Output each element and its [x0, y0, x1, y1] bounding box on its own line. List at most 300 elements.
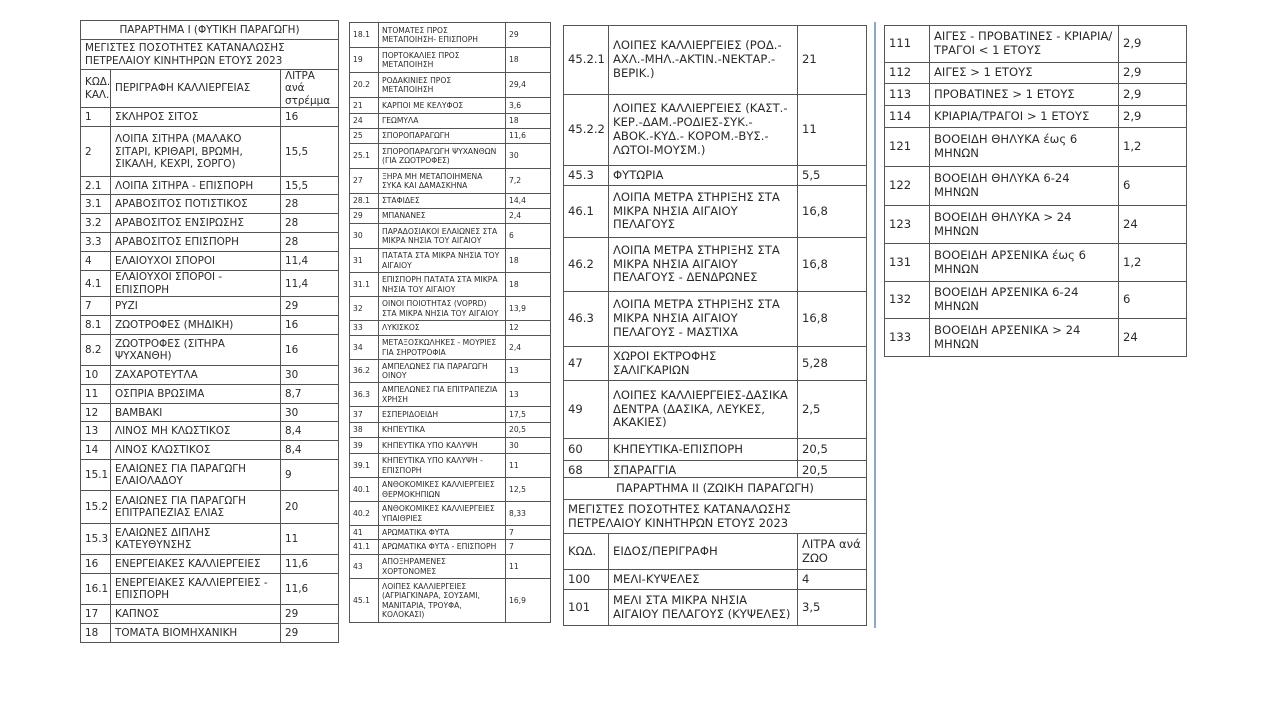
table-row: [350, 423, 551, 438]
row-code: 34: [350, 336, 379, 360]
row-description: ΣΠΟΡΟΠΑΡΑΓΩΓΗ ΨΥΧΑΝΘΩΝ (ΓΙΑ ΖΩΟΤΡΟΦΕΣ): [379, 144, 506, 169]
row-description: ΛΟΙΠΕΣ ΚΑΛΛΙΕΡΓΕΙΕΣ (ΡΟΔ.-ΑΧΛ.-ΜΗΛ.-ΑΚΤΙΝ.-ΝΕΚΤΑΡ.-ΒΕΡΙΚ.): [609, 26, 798, 95]
table-row: [885, 206, 1187, 244]
table-row: [564, 590, 867, 626]
row-description: ΛΟΙΠΕΣ ΚΑΛΛΙΕΡΓΕΙΕΣ (ΚΑΣΤ.-ΚΕΡ.-ΔΑΜ.-ΡΟΔΙΕΣ-ΣΥΚ.-ΑΒΟΚ.-ΚΥΔ.- ΚΟΡΟΜ.-ΒΥΣ.-ΛΩΤΟΙ-ΜΟΥΣΜ.): [609, 95, 798, 166]
row-description: ΕΛΑΙΟΥΧΟΙ ΣΠΟΡΟΙ: [111, 252, 281, 271]
row-liters: 30: [506, 438, 551, 454]
row-description: ΖΩΟΤΡΟΦΕΣ (ΣΙΤΗΡΑ ΨΥΧΑΝΘΗ): [111, 335, 281, 366]
row-description: ΑΡΑΒΟΣΙΤΟΣ ΠΟΤΙΣΤΙΚΟΣ: [111, 195, 281, 214]
row-code: 122: [885, 167, 930, 206]
table-row: [564, 238, 867, 292]
row-description: ΜΕΤΑΞΟΣΚΩΛΗΚΕΣ - ΜΟΥΡΙΕΣ ΓΙΑ ΣΗΡΟΤΡΟΦΙΑ: [379, 336, 506, 360]
header-description: ΕΙΔΟΣ/ΠΕΡΙΓΡΑΦΗ: [609, 534, 798, 570]
row-description: ΒΟΟΕΙΔΗ ΘΗΛΥΚΑ > 24 ΜΗΝΩΝ: [930, 206, 1119, 244]
annex2-table-part1: [563, 477, 867, 626]
row-code: 16: [81, 555, 111, 574]
table-row: [350, 540, 551, 555]
row-liters: 2,5: [798, 381, 867, 439]
row-description: ΕΣΠΕΡΙΔΟΕΙΔΗ: [379, 407, 506, 423]
row-liters: 2,9: [1119, 84, 1187, 106]
table-row: [81, 214, 339, 233]
row-liters: 24: [1119, 206, 1187, 244]
row-liters: 11,6: [281, 555, 339, 574]
row-code: 12: [81, 404, 111, 422]
row-code: 24: [350, 114, 379, 129]
row-liters: 2,4: [506, 209, 551, 224]
table-row: [885, 63, 1187, 84]
row-description: ΤΟΜΑΤΑ ΒΙΟΜΗΧΑΝΙΚΗ: [111, 624, 281, 643]
row-liters: 11,4: [281, 271, 339, 297]
table-row: [350, 224, 551, 249]
row-code: 2: [81, 127, 111, 177]
row-description: ΖΑΧΑΡΟΤΕΥΤΛΑ: [111, 366, 281, 385]
row-code: 36.3: [350, 383, 379, 407]
row-liters: 17,5: [506, 407, 551, 423]
row-liters: 11,6: [281, 574, 339, 605]
row-liters: 3,5: [798, 590, 867, 626]
row-liters: 11: [798, 95, 867, 166]
row-description: ΑΡΩΜΑΤΙΚΑ ΦΥΤΑ: [379, 526, 506, 540]
table-row: [885, 106, 1187, 128]
row-description: ΠΑΡΑΔΟΣΙΑΚΟΙ ΕΛΑΙΩΝΕΣ ΣΤΑ ΜΙΚΡΑ ΝΗΣΙΑ ΤΟΥ ΑΙΓΑΙΟΥ: [379, 224, 506, 249]
table-row: [885, 167, 1187, 206]
row-description: ΛΟΙΠΕΣ ΚΑΛΛΙΕΡΓΕΙΕΣ-ΔΑΣΙΚΑ ΔΕΝΤΡΑ (ΔΑΣΙΚΑ, ΛΕΥΚΕΣ, ΑΚΑΚΙΕΣ): [609, 381, 798, 439]
row-description: ΛΟΙΠΑ ΜΕΤΡΑ ΣΤΗΡΙΞΗΣ ΣΤΑ ΜΙΚΡΑ ΝΗΣΙΑ ΑΙΓΑΙΟΥ ΠΕΛΑΓΟΥΣ - ΜΑΣΤΙΧΑ: [609, 292, 798, 347]
row-code: 11: [81, 385, 111, 404]
row-liters: 28: [281, 214, 339, 233]
table-row: [81, 366, 339, 385]
row-code: 33: [350, 321, 379, 336]
row-liters: 8,7: [281, 385, 339, 404]
row-liters: 2,4: [506, 336, 551, 360]
row-code: 113: [885, 84, 930, 106]
annex2-subtitle: ΜΕΓΙΣΤΕΣ ΠΟΣΟΤΗΤΕΣ ΚΑΤΑΝΑΛΩΣΗΣ ΠΕΤΡΕΛΑΙΟΥ ΚΙΝΗΤΗΡΩΝ ΕΤΟΥΣ 2023: [564, 500, 867, 534]
table-row: [564, 26, 867, 95]
row-liters: 16,9: [506, 579, 551, 623]
row-description: ΦΥΤΩΡΙΑ: [609, 166, 798, 186]
row-liters: 2,9: [1119, 26, 1187, 63]
row-liters: 28: [281, 233, 339, 252]
row-description: ΞΗΡΑ ΜΗ ΜΕΤΑΠΟΙΗΜΕΝΑ ΣΥΚΑ ΚΑΙ ΔΑΜΑΣΚΗΝΑ: [379, 169, 506, 194]
row-liters: 16,8: [798, 292, 867, 347]
row-liters: 8,33: [506, 502, 551, 526]
row-liters: 29: [281, 297, 339, 316]
row-description: ΛΥΚΙΣΚΟΣ: [379, 321, 506, 336]
row-code: 37: [350, 407, 379, 423]
row-code: 46.1: [564, 186, 609, 238]
row-description: ΑΡΑΒΟΣΙΤΟΣ ΕΝΣΙΡΩΣΗΣ: [111, 214, 281, 233]
row-code: 15.2: [81, 491, 111, 524]
row-code: 29: [350, 209, 379, 224]
table-row: [81, 316, 339, 335]
table-row: [350, 209, 551, 224]
table-row: [564, 570, 867, 590]
row-code: 68: [564, 461, 609, 481]
table-row: [350, 478, 551, 502]
table-row: [350, 555, 551, 579]
row-description: ΓΕΩΜΥΛΑ: [379, 114, 506, 129]
annex1-table-part2: [349, 22, 551, 623]
table-row: [81, 524, 339, 555]
header-description: ΠΕΡΙΓΡΑΦΗ ΚΑΛΛΙΕΡΓΕΙΑΣ: [111, 70, 281, 108]
row-liters: 30: [281, 404, 339, 422]
row-description: ΛΟΙΠΑ ΣΙΤΗΡΑ - ΕΠΙΣΠΟΡΗ: [111, 177, 281, 195]
row-code: 39.1: [350, 454, 379, 478]
row-code: 133: [885, 319, 930, 357]
table-row: [81, 491, 339, 524]
row-description: ΠΟΡΤΟΚΑΛΙΕΣ ΠΡΟΣ ΜΕΤΑΠΟΙΗΣΗ: [379, 48, 506, 73]
table-row: [350, 407, 551, 423]
table-row: [350, 98, 551, 114]
row-description: ΚΗΠΕΥΤΙΚΑ ΥΠΟ ΚΑΛΥΨΗ - ΕΠΙΣΠΟΡΗ: [379, 454, 506, 478]
row-liters: 8,4: [281, 441, 339, 460]
table-row: [81, 177, 339, 195]
row-liters: 6: [1119, 167, 1187, 206]
header-liters: ΛΙΤΡΑ ανά ΖΩΟ: [798, 534, 867, 570]
table-row: [564, 381, 867, 439]
row-liters: 11,6: [506, 129, 551, 144]
table-row: [81, 335, 339, 366]
row-description: ΡΟΔΑΚΙΝΙΕΣ ΠΡΟΣ ΜΕΤΑΠΟΙΗΣΗ: [379, 73, 506, 98]
table-row: [885, 84, 1187, 106]
table-row: [350, 273, 551, 297]
row-description: ΛΙΝΟΣ ΜΗ ΚΛΩΣΤΙΚΟΣ: [111, 422, 281, 441]
row-description: ΚΗΠΕΥΤΙΚΑ: [379, 423, 506, 438]
row-liters: 12,5: [506, 478, 551, 502]
table-row: [350, 194, 551, 209]
row-description: ΑΝΘΟΚΟΜΙΚΕΣ ΚΑΛΛΙΕΡΓΕΙΕΣ ΥΠΑΙΘΡΙΕΣ: [379, 502, 506, 526]
row-liters: 16,8: [798, 186, 867, 238]
row-description: ΚΡΙΑΡΙΑ/ΤΡΑΓΟΙ > 1 ΕΤΟΥΣ: [930, 106, 1119, 128]
table-row: [81, 422, 339, 441]
row-liters: 13: [506, 383, 551, 407]
row-code: 27: [350, 169, 379, 194]
row-description: ΖΩΟΤΡΟΦΕΣ (ΜΗΔΙΚΗ): [111, 316, 281, 335]
row-liters: 18: [506, 273, 551, 297]
row-liters: 11,4: [281, 252, 339, 271]
row-description: ΒΑΜΒΑΚΙ: [111, 404, 281, 422]
row-description: ΒΟΟΕΙΔΗ ΑΡΣΕΝΙΚΑ έως 6 ΜΗΝΩΝ: [930, 244, 1119, 282]
row-code: 46.2: [564, 238, 609, 292]
table-row: [350, 23, 551, 48]
row-code: 20.2: [350, 73, 379, 98]
row-code: 8.2: [81, 335, 111, 366]
row-liters: 7,2: [506, 169, 551, 194]
row-liters: 13: [506, 360, 551, 383]
header-code: ΚΩΔ.: [564, 534, 609, 570]
table-row: [81, 574, 339, 605]
row-code: 112: [885, 63, 930, 84]
row-code: 43: [350, 555, 379, 579]
annex1-table-part3: [563, 25, 867, 481]
table-row: [564, 347, 867, 381]
row-liters: 6: [1119, 282, 1187, 319]
row-code: 114: [885, 106, 930, 128]
row-description: ΛΟΙΠΑ ΜΕΤΡΑ ΣΤΗΡΙΞΗΣ ΣΤΑ ΜΙΚΡΑ ΝΗΣΙΑ ΑΙΓΑΙΟΥ ΠΕΛΑΓΟΥΣ: [609, 186, 798, 238]
row-liters: 29: [281, 605, 339, 624]
row-description: ΚΑΡΠΟΙ ΜΕ ΚΕΛΥΦΟΣ: [379, 98, 506, 114]
row-code: 41.1: [350, 540, 379, 555]
row-liters: 18: [506, 249, 551, 273]
annex1-title: ΠΑΡΑΡΤΗΜΑ Ι (ΦΥΤΙΚΗ ΠΑΡΑΓΩΓΗ): [81, 21, 339, 40]
row-code: 38: [350, 423, 379, 438]
table-row: [81, 441, 339, 460]
row-liters: 9: [281, 460, 339, 491]
row-liters: 20,5: [798, 461, 867, 481]
table-row: [350, 73, 551, 98]
row-liters: 29: [506, 23, 551, 48]
row-liters: 5,5: [798, 166, 867, 186]
table-row: [350, 114, 551, 129]
row-code: 4.1: [81, 271, 111, 297]
row-code: 47: [564, 347, 609, 381]
table-row: [81, 127, 339, 177]
table-row: [885, 282, 1187, 319]
table-row: [81, 252, 339, 271]
table-row: [350, 383, 551, 407]
row-code: 123: [885, 206, 930, 244]
table-row: [81, 555, 339, 574]
row-code: 25.1: [350, 144, 379, 169]
row-description: ΛΙΝΟΣ ΚΛΩΣΤΙΚΟΣ: [111, 441, 281, 460]
row-code: 3.2: [81, 214, 111, 233]
row-liters: 18: [506, 48, 551, 73]
row-description: ΣΠΟΡΟΠΑΡΑΓΩΓΗ: [379, 129, 506, 144]
row-liters: 20,5: [506, 423, 551, 438]
row-code: 17: [81, 605, 111, 624]
table-row: [350, 48, 551, 73]
row-description: ΡΥΖΙ: [111, 297, 281, 316]
row-description: ΚΑΠΝΟΣ: [111, 605, 281, 624]
table-row: [350, 129, 551, 144]
row-description: ΒΟΟΕΙΔΗ ΑΡΣΕΝΙΚΑ 6-24 ΜΗΝΩΝ: [930, 282, 1119, 319]
table-row: [81, 195, 339, 214]
annex2-table-part2: [884, 25, 1187, 357]
row-description: ΜΕΛΙ ΣΤΑ ΜΙΚΡΑ ΝΗΣΙΑ ΑΙΓΑΙΟΥ ΠΕΛΑΓΟΥΣ (ΚΥΨΕΛΕΣ): [609, 590, 798, 626]
row-liters: 28: [281, 195, 339, 214]
table-row: [564, 95, 867, 166]
row-liters: 14,4: [506, 194, 551, 209]
row-code: 3.1: [81, 195, 111, 214]
table-row: [350, 321, 551, 336]
row-liters: 15,5: [281, 177, 339, 195]
row-code: 25: [350, 129, 379, 144]
table-row: [350, 360, 551, 383]
table-row: [885, 319, 1187, 357]
table-row: [350, 579, 551, 623]
row-description: ΒΟΟΕΙΔΗ ΑΡΣΕΝΙΚΑ > 24 ΜΗΝΩΝ: [930, 319, 1119, 357]
row-description: ΝΤΟΜΑΤΕΣ ΠΡΟΣ ΜΕΤΑΠΟΙΗΣΗ- ΕΠΙΣΠΟΡΗ: [379, 23, 506, 48]
table-row: [564, 292, 867, 347]
row-code: 4: [81, 252, 111, 271]
row-liters: 5,28: [798, 347, 867, 381]
header-code: ΚΩΔ. ΚΑΛ.: [81, 70, 111, 108]
row-description: ΜΠΑΝΑΝΕΣ: [379, 209, 506, 224]
row-liters: 7: [506, 526, 551, 540]
row-code: 8.1: [81, 316, 111, 335]
row-liters: 11: [506, 555, 551, 579]
row-code: 31.1: [350, 273, 379, 297]
row-liters: 20,5: [798, 439, 867, 461]
row-description: ΑΙΓΕΣ - ΠΡΟΒΑΤΙΝΕΣ - ΚΡΙΑΡΙΑ/ ΤΡΑΓΟΙ < 1 ΕΤΟΥΣ: [930, 26, 1119, 63]
row-description: ΕΛΑΙΩΝΕΣ ΓΙΑ ΠΑΡΑΓΩΓΗ ΕΠΙΤΡΑΠΕΖΙΑΣ ΕΛΙΑΣ: [111, 491, 281, 524]
row-liters: 29: [281, 624, 339, 643]
row-code: 16.1: [81, 574, 111, 605]
row-code: 49: [564, 381, 609, 439]
row-description: ΕΛΑΙΩΝΕΣ ΓΙΑ ΠΑΡΑΓΩΓΗ ΕΛΑΙΟΛΑΔΟΥ: [111, 460, 281, 491]
row-liters: 1,2: [1119, 244, 1187, 282]
row-description: ΑΠΟΞΗΡΑΜΕΝΕΣ ΧΟΡΤΟΝΟΜΕΣ: [379, 555, 506, 579]
table-row: [564, 186, 867, 238]
row-liters: 2,9: [1119, 63, 1187, 84]
row-description: ΕΝΕΡΓΕΙΑΚΕΣ ΚΑΛΛΙΕΡΓΕΙΕΣ - ΕΠΙΣΠΟΡΗ: [111, 574, 281, 605]
row-description: ΑΡΑΒΟΣΙΤΟΣ ΕΠΙΣΠΟΡΗ: [111, 233, 281, 252]
row-code: 10: [81, 366, 111, 385]
row-code: 101: [564, 590, 609, 626]
row-code: 31: [350, 249, 379, 273]
row-code: 7: [81, 297, 111, 316]
row-liters: 3,6: [506, 98, 551, 114]
row-liters: 12: [506, 321, 551, 336]
row-description: ΠΡΟΒΑΤΙΝΕΣ > 1 ΕΤΟΥΣ: [930, 84, 1119, 106]
row-description: ΛΟΙΠΑ ΣΙΤΗΡΑ (ΜΑΛΑΚΟ ΣΙΤΑΡΙ, ΚΡΙΘΑΡΙ, ΒΡΩΜΗ, ΣΙΚΑΛΗ, ΚΕΧΡΙ, ΣΟΡΓΟ): [111, 127, 281, 177]
row-liters: 29,4: [506, 73, 551, 98]
row-description: ΣΤΑΦΙΔΕΣ: [379, 194, 506, 209]
row-liters: 15,5: [281, 127, 339, 177]
row-code: 45.3: [564, 166, 609, 186]
row-description: ΑΡΩΜΑΤΙΚΑ ΦΥΤΑ - ΕΠΙΣΠΟΡΗ: [379, 540, 506, 555]
row-liters: 16: [281, 316, 339, 335]
row-liters: 2,9: [1119, 106, 1187, 128]
row-liters: 16: [281, 108, 339, 127]
table-row: [350, 249, 551, 273]
table-row: [81, 108, 339, 127]
row-code: 28.1: [350, 194, 379, 209]
row-description: ΕΝΕΡΓΕΙΑΚΕΣ ΚΑΛΛΙΕΡΓΕΙΕΣ: [111, 555, 281, 574]
row-code: 111: [885, 26, 930, 63]
row-code: 100: [564, 570, 609, 590]
row-description: ΑΜΠΕΛΩΝΕΣ ΓΙΑ ΕΠΙΤΡΑΠΕΖΙΑ ΧΡΗΣΗ: [379, 383, 506, 407]
row-liters: 6: [506, 224, 551, 249]
table-row: [564, 166, 867, 186]
row-code: 45.1: [350, 579, 379, 623]
row-description: ΑΙΓΕΣ > 1 ΕΤΟΥΣ: [930, 63, 1119, 84]
row-description: ΣΚΛΗΡΟΣ ΣΙΤΟΣ: [111, 108, 281, 127]
table-row: [564, 439, 867, 461]
row-code: 132: [885, 282, 930, 319]
row-code: 40.2: [350, 502, 379, 526]
table-row: [81, 624, 339, 643]
row-liters: 11: [281, 524, 339, 555]
row-code: 18: [81, 624, 111, 643]
row-code: 45.2.2: [564, 95, 609, 166]
table-row: [350, 169, 551, 194]
row-liters: 16,8: [798, 238, 867, 292]
row-description: ΕΛΑΙΟΥΧΟΙ ΣΠΟΡΟΙ - ΕΠΙΣΠΟΡΗ: [111, 271, 281, 297]
row-code: 18.1: [350, 23, 379, 48]
row-code: 15.1: [81, 460, 111, 491]
row-liters: 21: [798, 26, 867, 95]
row-code: 13: [81, 422, 111, 441]
table-row: [81, 460, 339, 491]
table-row: [885, 26, 1187, 63]
row-code: 14: [81, 441, 111, 460]
table-row: [81, 404, 339, 422]
table-row: [350, 438, 551, 454]
row-liters: 16: [281, 335, 339, 366]
table-row: [350, 502, 551, 526]
table-row: [81, 271, 339, 297]
row-code: 30: [350, 224, 379, 249]
table-row: [350, 336, 551, 360]
row-code: 21: [350, 98, 379, 114]
annex1-subtitle: ΜΕΓΙΣΤΕΣ ΠΟΣΟΤΗΤΕΣ ΚΑΤΑΝΑΛΩΣΗΣ ΠΕΤΡΕΛΑΙΟΥ ΚΙΝΗΤΗΡΩΝ ΕΤΟΥΣ 2023: [81, 40, 339, 70]
row-code: 19: [350, 48, 379, 73]
row-description: ΑΝΘΟΚΟΜΙΚΕΣ ΚΑΛΛΙΕΡΓΕΙΕΣ ΘΕΡΜΟΚΗΠΙΩΝ: [379, 478, 506, 502]
row-description: ΛΟΙΠΑ ΜΕΤΡΑ ΣΤΗΡΙΞΗΣ ΣΤΑ ΜΙΚΡΑ ΝΗΣΙΑ ΑΙΓΑΙΟΥ ΠΕΛΑΓΟΥΣ - ΔΕΝΔΡΩΝΕΣ: [609, 238, 798, 292]
annex2-title: ΠΑΡΑΡΤΗΜΑ ΙΙ (ΖΩΙΚΗ ΠΑΡΑΓΩΓΗ): [564, 478, 867, 500]
row-code: 39: [350, 438, 379, 454]
table-row: [81, 297, 339, 316]
table-row: [350, 144, 551, 169]
row-code: 1: [81, 108, 111, 127]
row-liters: 13,9: [506, 297, 551, 321]
row-liters: 30: [281, 366, 339, 385]
row-code: 46.3: [564, 292, 609, 347]
table-row: [81, 385, 339, 404]
row-description: ΒΟΟΕΙΔΗ ΘΗΛΥΚΑ 6-24 ΜΗΝΩΝ: [930, 167, 1119, 206]
row-description: ΧΩΡΟΙ ΕΚΤΡΟΦΗΣ ΣΑΛΙΓΚΑΡΙΩΝ: [609, 347, 798, 381]
annex1-table-part1: [80, 20, 339, 643]
row-description: ΚΗΠΕΥΤΙΚΑ ΥΠΟ ΚΑΛΥΨΗ: [379, 438, 506, 454]
header-liters: ΛΙΤΡΑ ανά στρέμμα: [281, 70, 339, 108]
row-description: ΠΑΤΑΤΑ ΣΤΑ ΜΙΚΡΑ ΝΗΣΙΑ ΤΟΥ ΑΙΓΑΙΟΥ: [379, 249, 506, 273]
column-divider: [874, 22, 876, 628]
row-code: 45.2.1: [564, 26, 609, 95]
table-row: [350, 454, 551, 478]
row-code: 60: [564, 439, 609, 461]
row-description: ΕΠΙΣΠΟΡΗ ΠΑΤΑΤΑ ΣΤΑ ΜΙΚΡΑ ΝΗΣΙΑ ΤΟΥ ΑΙΓΑΙΟΥ: [379, 273, 506, 297]
table-row: [885, 244, 1187, 282]
row-code: 121: [885, 128, 930, 167]
table-row: [81, 233, 339, 252]
row-code: 36.2: [350, 360, 379, 383]
row-code: 32: [350, 297, 379, 321]
row-description: ΚΗΠΕΥΤΙΚΑ-ΕΠΙΣΠΟΡΗ: [609, 439, 798, 461]
row-liters: 8,4: [281, 422, 339, 441]
row-liters: 7: [506, 540, 551, 555]
row-description: ΣΠΑΡΑΓΓΙΑ: [609, 461, 798, 481]
row-code: 41: [350, 526, 379, 540]
row-description: ΕΛΑΙΩΝΕΣ ΔΙΠΛΗΣ ΚΑΤΕΥΘΥΝΣΗΣ: [111, 524, 281, 555]
row-code: 40.1: [350, 478, 379, 502]
row-liters: 4: [798, 570, 867, 590]
row-code: 15.3: [81, 524, 111, 555]
row-code: 131: [885, 244, 930, 282]
row-liters: 20: [281, 491, 339, 524]
table-row: [885, 128, 1187, 167]
row-code: 2.1: [81, 177, 111, 195]
row-liters: 18: [506, 114, 551, 129]
table-row: [350, 297, 551, 321]
row-liters: 1,2: [1119, 128, 1187, 167]
row-liters: 24: [1119, 319, 1187, 357]
row-description: ΜΕΛΙ-ΚΥΨΕΛΕΣ: [609, 570, 798, 590]
row-description: ΟΣΠΡΙΑ ΒΡΩΣΙΜΑ: [111, 385, 281, 404]
row-description: ΛΟΙΠΕΣ ΚΑΛΛΙΕΡΓΕΙΕΣ (ΑΓΡΙΑΓΚΙΝΑΡΑ, ΣΟΥΣΑΜΙ, ΜΑΝΙΤΑΡΙΑ, ΤΡΟΥΦΑ, ΚΟΛΟΚΑΣΙ): [379, 579, 506, 623]
row-liters: 30: [506, 144, 551, 169]
